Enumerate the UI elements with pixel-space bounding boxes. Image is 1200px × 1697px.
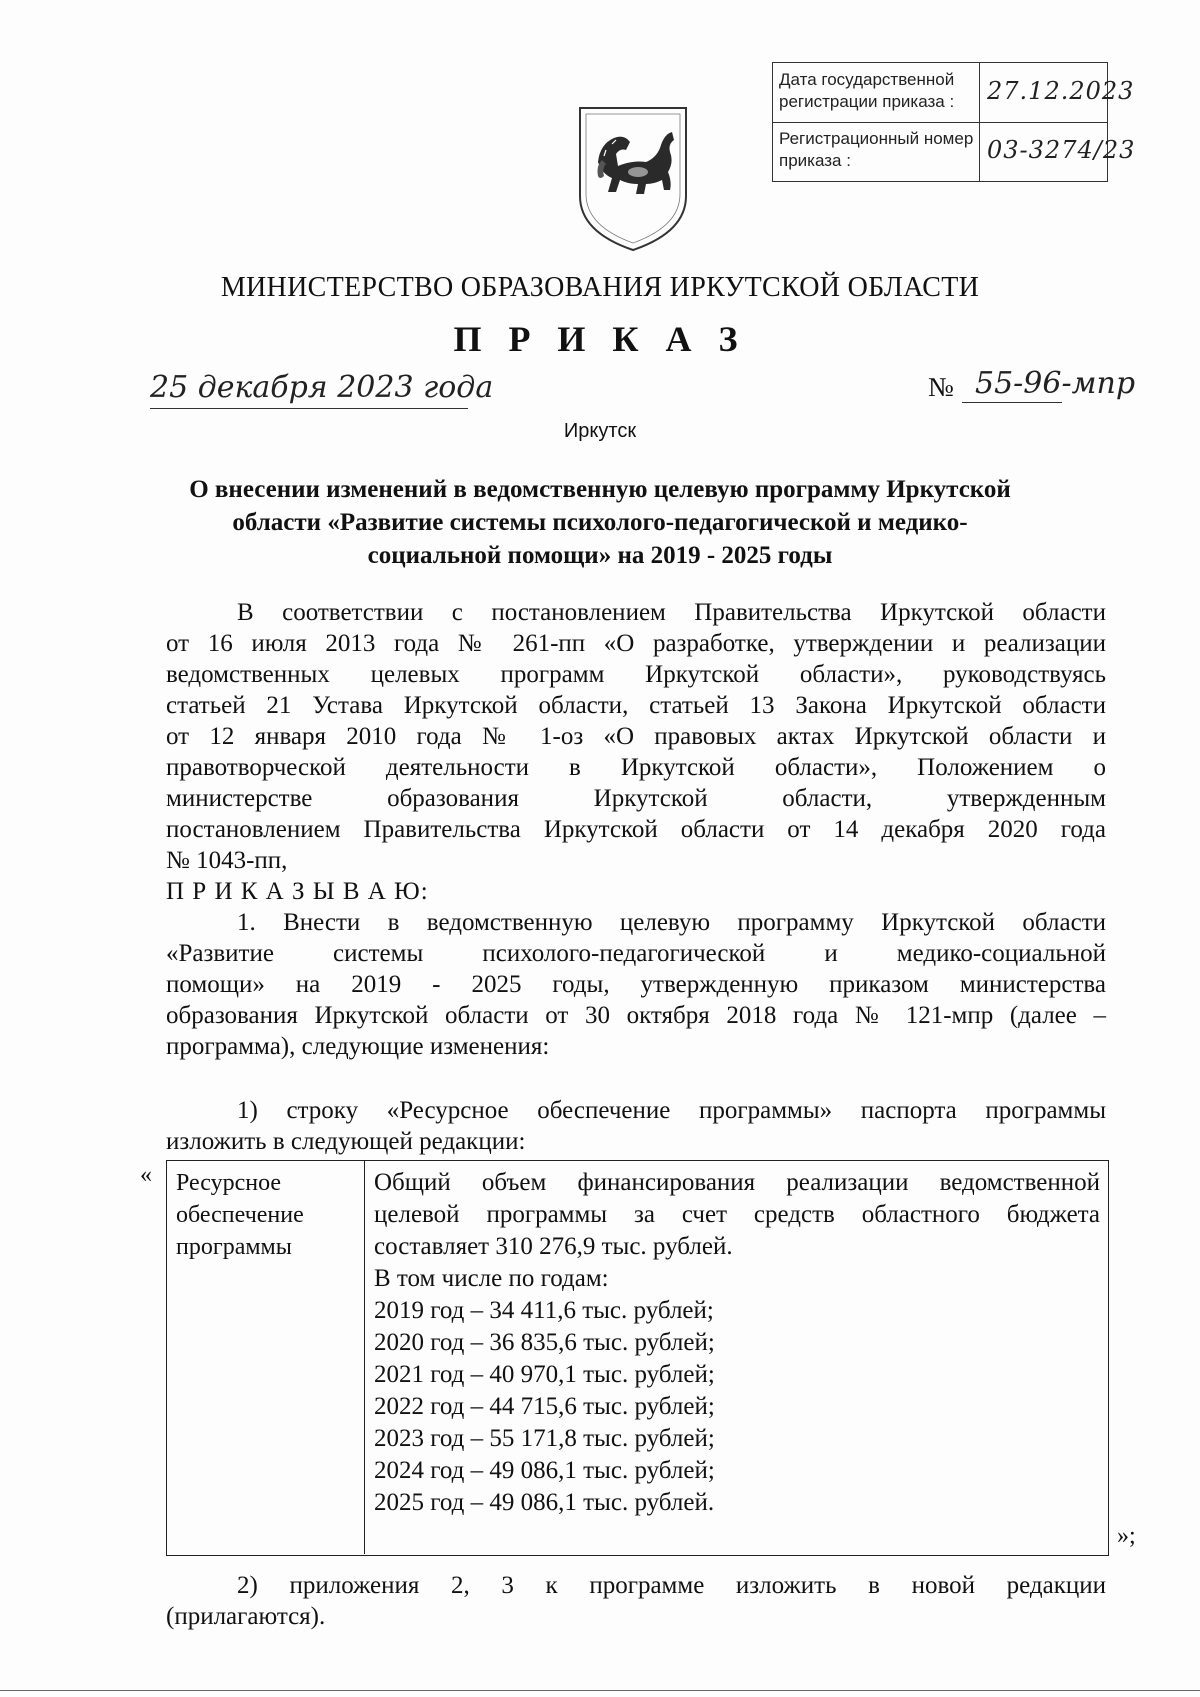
heading-line: области «Развитие системы психолого-педагогической и медико- <box>232 509 968 536</box>
table-year-line: 2021 год – 40 970,1 тыс. рублей; <box>374 1361 715 1388</box>
table-cell-label <box>176 1167 304 1263</box>
table-year-line: 2019 год – 34 411,6 тыс. рублей; <box>374 1297 714 1324</box>
body-line: постановлением Правительства Иркутской области от 14 декабря 2020 года <box>166 816 1106 843</box>
order-number: 55-96-мпр <box>975 366 1136 401</box>
date-underline <box>150 408 468 409</box>
body-line: правотворческой деятельности в Иркутской области», Положением о <box>166 754 1106 781</box>
stamp-date-value: 27.12.2023 <box>987 77 1135 105</box>
table-year-line: 2022 год – 44 715,6 тыс. рублей; <box>374 1393 715 1420</box>
heading-line: О внесении изменений в ведомственную целевую программу Иркутской <box>189 476 1011 503</box>
body-line: программа), следующие изменения: <box>166 1033 550 1060</box>
number-sign: № <box>928 372 954 402</box>
table-content-line: Общий объем финансирования реализации ведомственной <box>374 1169 1100 1196</box>
body-line: статьей 21 Устава Иркутской области, статьей 13 Закона Иркутской области <box>166 692 1106 719</box>
city-name: Иркутск <box>563 420 637 442</box>
body-line: министерстве образования Иркутской области, утвержденным <box>166 785 1106 812</box>
order-word: П Р И К А З Ы В А Ю: <box>166 878 429 905</box>
body-line: от 16 июля 2013 года № 261-пп «О разработке, утверждении и реализации <box>166 630 1106 657</box>
order-heading <box>170 473 1030 572</box>
table-column-divider <box>364 1160 365 1554</box>
stamp-row-date <box>773 63 1135 123</box>
table-year-line: 2024 год – 49 086,1 тыс. рублей; <box>374 1457 715 1484</box>
stamp-number-label: Регистрационный номер приказа : <box>779 129 974 170</box>
body-line: помощи» на 2019 - 2025 годы, утвержденную приказом министерства <box>166 971 1106 998</box>
table-label-line: программы <box>176 1234 292 1260</box>
body-line: 1) строку «Ресурсное обеспечение программы» паспорта программы <box>237 1097 1106 1124</box>
table-year-line: 2025 год – 49 086,1 тыс. рублей. <box>374 1489 715 1516</box>
table-content-line: В том числе по годам: <box>374 1265 609 1292</box>
document-type: П Р И К А З <box>453 319 747 359</box>
table-label-line: Ресурсное <box>176 1170 282 1196</box>
ministry-name: МИНИСТЕРСТВО ОБРАЗОВАНИЯ ИРКУТСКОЙ ОБЛАСТИ <box>220 272 980 303</box>
heading-line: социальной помощи» на 2019 - 2025 годы <box>367 542 833 569</box>
body-line: образования Иркутской области от 30 октября 2018 года № 121-мпр (далее – <box>166 1002 1106 1029</box>
stamp-divider <box>979 63 980 181</box>
body-line: ведомственных целевых программ Иркутской области», руководствуясь <box>166 661 1106 688</box>
body-line: (прилагаются). <box>166 1603 326 1630</box>
quote-close: »; <box>1117 1523 1136 1549</box>
body-line: от 12 января 2010 года № 1-оз «О правовых актах Иркутской области и <box>166 723 1106 750</box>
stamp-row-number <box>773 122 1136 181</box>
table-content-line: целевой программы за счет средств областного бюджета <box>374 1201 1100 1228</box>
quote-open: « <box>140 1162 152 1188</box>
body-line: «Развитие системы психолого-педагогической и медико-социальной <box>166 940 1106 967</box>
page-bottom-edge <box>0 1690 1200 1691</box>
table-cell-content <box>374 1167 1100 1519</box>
body-line: 2) приложения 2, 3 к программе изложить в новой редакции <box>237 1572 1106 1599</box>
stamp-date-label: Дата государственной регистрации приказа : <box>779 70 955 111</box>
number-underline <box>962 402 1062 403</box>
table-content-line: составляет 310 276,9 тыс. рублей. <box>374 1233 733 1260</box>
order-date: 25 декабря 2023 года <box>150 370 494 405</box>
stamp-number-value: 03-3274/23 <box>987 136 1136 164</box>
body-line: 1. Внести в ведомственную целевую программу Иркутской области <box>237 909 1106 936</box>
coat-of-arms-icon <box>576 104 690 254</box>
registration-stamp <box>772 62 1136 182</box>
body-line: № 1043-пп, <box>166 847 288 874</box>
table-year-line: 2023 год – 55 171,8 тыс. рублей; <box>374 1425 715 1452</box>
body-line: В соответствии с постановлением Правительства Иркутской области <box>237 599 1106 626</box>
body-line: изложить в следующей редакции: <box>166 1128 526 1155</box>
table-label-line: обеспечение <box>176 1202 304 1228</box>
table-year-line: 2020 год – 36 835,6 тыс. рублей; <box>374 1329 715 1356</box>
